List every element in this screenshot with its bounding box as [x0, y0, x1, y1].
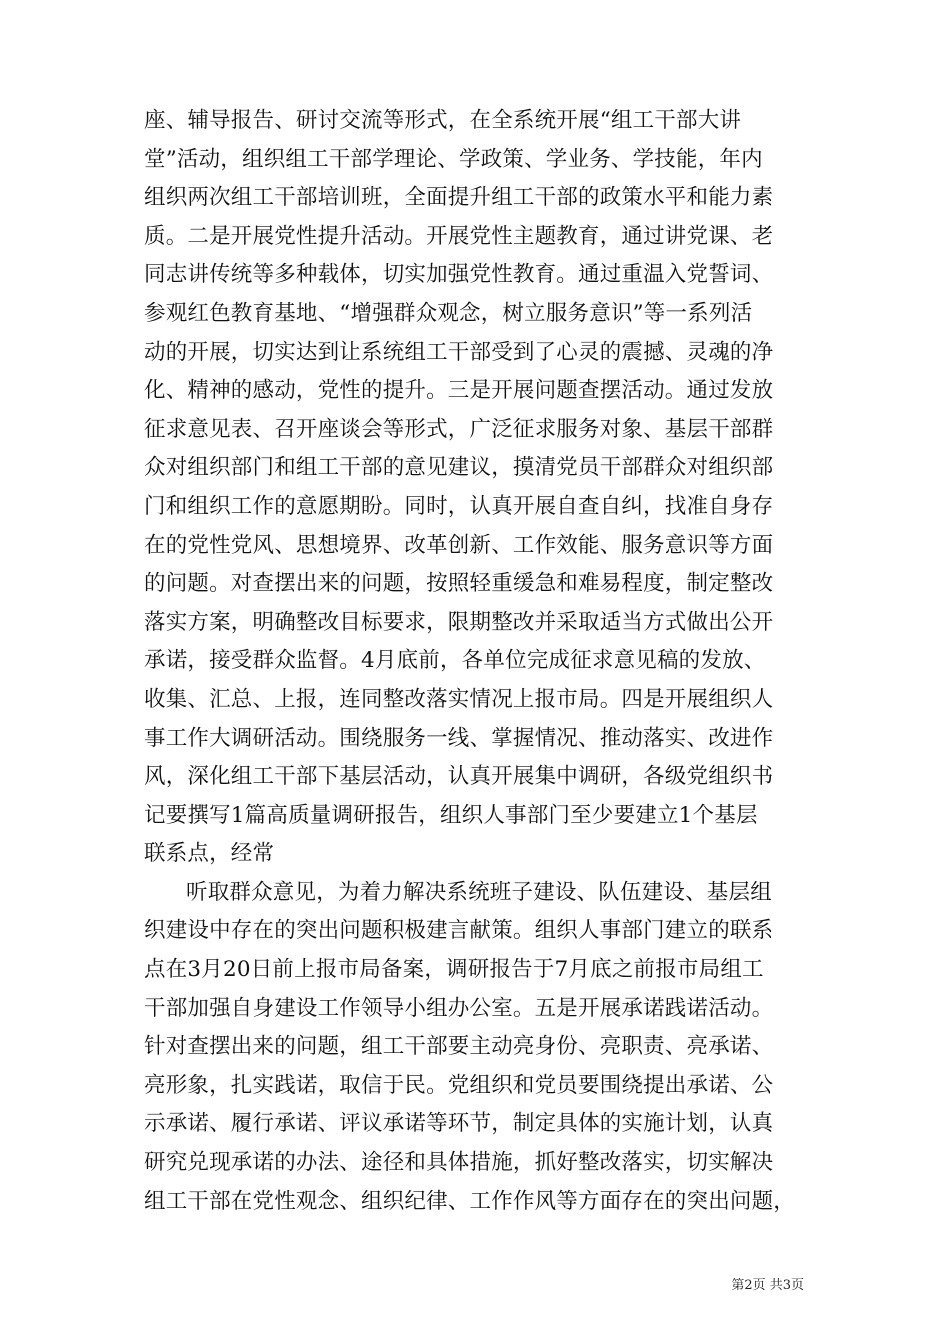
text-line: 堂”活动，组织组工干部学理论、学政策、学业务、学技能，年内 [144, 146, 763, 172]
text-line: 落实方案，明确整改目标要求，限期整改并采取适当方式做出公开 [144, 609, 774, 635]
text-line: 干部加强自身建设工作领导小组办公室。五是开展承诺践诺活动。 [144, 995, 774, 1021]
text-line: 织建设中存在的突出问题积极建言献策。组织人事部门建立的联系 [144, 918, 774, 944]
paragraph-first-line: 听取群众意见，为着力解决系统班子建设、队伍建设、基层组 [186, 879, 772, 905]
text-line: 研究兑现承诺的办法、途径和具体措施，抓好整改落实，切实解决 [144, 1150, 774, 1176]
text-line: 联系点，经常 [144, 841, 275, 867]
text-line: 动的开展，切实达到让系统组工干部受到了心灵的震撼、灵魂的净 [144, 339, 774, 365]
text-line: 门和组织工作的意愿期盼。同时，认真开展自查自纠，找准自身存 [144, 493, 774, 519]
text-line: 征求意见表、召开座谈会等形式，广泛征求服务对象、基层干部群 [144, 416, 774, 442]
body-text [144, 102, 814, 1221]
text-line: 在的党性党风、思想境界、改革创新、工作效能、服务意识等方面 [144, 532, 774, 558]
text-line: 众对组织部门和组工干部的意见建议，摸清党员干部群众对组织部 [144, 455, 774, 481]
text-line: 点在3月20日前上报市局备案，调研报告于7月底之前报市局组工 [144, 957, 764, 983]
text-line: 质。二是开展党性提升活动。开展党性主题教育，通过讲党课、老 [144, 223, 774, 249]
text-line: 针对查摆出来的问题，组工干部要主动亮身份、亮职责、亮承诺、 [144, 1034, 774, 1060]
text-line: 事工作大调研活动。围绕服务一线、掌握情况、推动落实、改进作 [144, 725, 774, 751]
text-line: 同志讲传统等多种载体，切实加强党性教育。通过重温入党誓词、 [144, 262, 774, 288]
text-line: 示承诺、履行承诺、评议承诺等环节，制定具体的实施计划，认真 [144, 1111, 774, 1137]
text-line: 座、辅导报告、研讨交流等形式，在全系统开展“组工干部大讲 [144, 108, 742, 133]
page-footer: 第2页 共3页 [731, 1278, 804, 1293]
text-line: 收集、汇总、上报，连同整改落实情况上报市局。四是开展组织人 [144, 686, 774, 712]
text-line: 亮形象，扎实践诺，取信于民。党组织和党员要围绕提出承诺、公 [144, 1072, 774, 1098]
text-line: 参观红色教育基地、“增强群众观念，树立服务意识”等一系列活 [144, 300, 753, 326]
text-line: 风，深化组工干部下基层活动，认真开展集中调研，各级党组织书 [144, 764, 774, 790]
text-line: 承诺，接受群众监督。4月底前，各单位完成征求意见稿的发放、 [144, 648, 766, 674]
text-line: 的问题。对查摆出来的问题，按照轻重缓急和难易程度，制定整改 [144, 571, 774, 597]
text-line: 记要撰写1篇高质量调研报告，组织人事部门至少要建立1个基层 [144, 802, 758, 828]
text-line: 化、精神的感动，党性的提升。三是开展问题查摆活动。通过发放 [144, 378, 774, 404]
text-line: 组工干部在党性观念、组织纪律、工作作风等方面存在的突出问题， [144, 1188, 796, 1214]
text-line: 组织两次组工干部培训班，全面提升组工干部的政策水平和能力素 [144, 185, 774, 211]
